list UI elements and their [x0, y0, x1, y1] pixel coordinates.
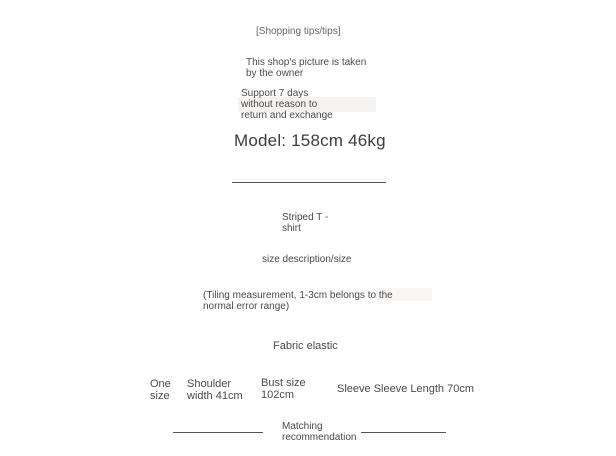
- size-one-size: One size: [150, 378, 171, 402]
- size-sleeve-length: Sleeve Sleeve Length 70cm: [337, 383, 474, 395]
- divider-line-right: [361, 432, 446, 433]
- size-shoulder-width: Shoulder width 41cm: [187, 378, 243, 402]
- divider-line-left: [173, 432, 263, 433]
- size-description-title: size description/size: [262, 254, 352, 265]
- product-name: Striped T -shirt: [282, 212, 329, 234]
- owner-photo-note: This shop's picture is taken by the owner: [246, 57, 367, 79]
- divider-line: [232, 182, 386, 183]
- measurement-note: (Tiling measurement, 1-3cm belongs to the normal error range): [203, 290, 393, 312]
- shopping-tips-title: [Shopping tips/tips]: [256, 26, 341, 37]
- size-bust: Bust size 102cm: [261, 377, 306, 401]
- return-policy-note: Support 7 days without reason to return and exchange: [241, 88, 333, 121]
- matching-recommendation-label: Matching recommendation: [282, 421, 357, 443]
- model-measurements: Model: 158cm 46kg: [234, 131, 386, 150]
- fabric-elastic-label: Fabric elastic: [273, 340, 338, 352]
